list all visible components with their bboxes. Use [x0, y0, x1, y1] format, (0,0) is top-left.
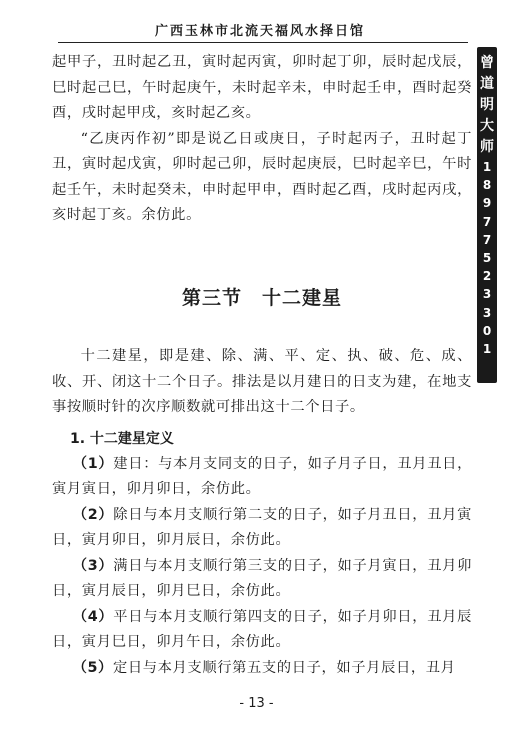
item-text: 建日：与本月支同支的日子，如子月子日，丑月丑日，寅月寅日，卯月卯日，余仿此。	[52, 455, 472, 497]
header-divider	[58, 42, 468, 43]
sidebar-phone-digit: 9	[482, 196, 492, 211]
definition-item	[52, 656, 472, 682]
body-paragraph: “乙庚丙作初”即是说乙日或庚日，子时起丙子，丑时起丁丑，寅时起戊寅，卯时起己卯，辰时起庚辰，巳时起辛巳，午时起壬午，未时起癸未，申时起甲申，酉时起乙酉，戌时起丙戌，亥时起丁亥。余仿此。	[52, 130, 472, 223]
sidebar-phone-digit: 0	[482, 323, 492, 338]
section-title: 第三节 十二建星	[181, 287, 342, 309]
subsection-heading: 1. 十二建星定义	[70, 430, 174, 447]
item-number: （4）	[72, 608, 114, 625]
sidebar-name-char: 大	[480, 118, 494, 134]
item-text: 定日与本月支顺行第五支的日子，如子月辰日，丑月	[112, 659, 456, 676]
sidebar-name-char: 道	[480, 76, 494, 92]
item-number: （2）	[72, 506, 114, 523]
sidebar-phone-digit: 1	[482, 341, 492, 356]
item-text: 满日与本月支顺行第三支的日子，如子月寅日，丑月卯日，寅月辰日，卯月巳日，余仿此。	[52, 557, 472, 599]
definition-item	[52, 452, 472, 503]
item-text: 除日与本月支顺行第二支的日子，如子月丑日，丑月寅日，寅月卯日，卯月辰日，余仿此。	[52, 506, 472, 548]
sidebar-phone-digit: 8	[482, 178, 492, 193]
sidebar-phone-digit: 3	[482, 287, 492, 302]
sidebar-name-char: 曾	[480, 55, 494, 71]
section-body	[52, 344, 472, 681]
intro-text	[52, 50, 472, 229]
contact-sidebar	[477, 47, 497, 383]
item-number: （1）	[72, 455, 114, 472]
definition-item	[52, 503, 472, 554]
sidebar-phone-digit: 2	[482, 269, 492, 284]
page-number: - 13 -	[239, 696, 274, 711]
sidebar-phone-digit: 1	[482, 160, 492, 174]
item-text: 平日与本月支顺行第四支的日子，如子月卯日，丑月辰日，寅月巳日，卯月午日，余仿此。	[52, 608, 472, 650]
item-number: （3）	[72, 557, 114, 574]
item-number: （5）	[72, 659, 113, 676]
body-paragraph: 起甲子，丑时起乙丑，寅时起丙寅，卯时起丁卯，辰时起戊辰，巳时起己巳，午时起庚午，未时起辛未，申时起壬申，酉时起癸酉，戌时起甲戌，亥时起乙亥。	[52, 54, 472, 121]
sidebar-phone-digit: 3	[482, 305, 492, 320]
sidebar-name-char: 明	[480, 97, 494, 113]
sidebar-name-char: 师	[480, 139, 494, 155]
sidebar-phone-digit: 5	[482, 250, 492, 265]
section-intro-paragraph: 十二建星，即是建、除、满、平、定、执、破、危、成、收、开、闭这十二个日子。排法是以月建日的日支为建，在地支事按顺时针的次序顺数就可排出这十二个日子。	[52, 348, 472, 415]
definition-item	[52, 554, 472, 605]
running-header: 广西玉林市北流天福风水择日馆	[154, 24, 365, 39]
sidebar-phone-digit: 7	[482, 214, 492, 229]
sidebar-phone-digit: 7	[482, 232, 492, 247]
definition-item	[52, 605, 472, 656]
